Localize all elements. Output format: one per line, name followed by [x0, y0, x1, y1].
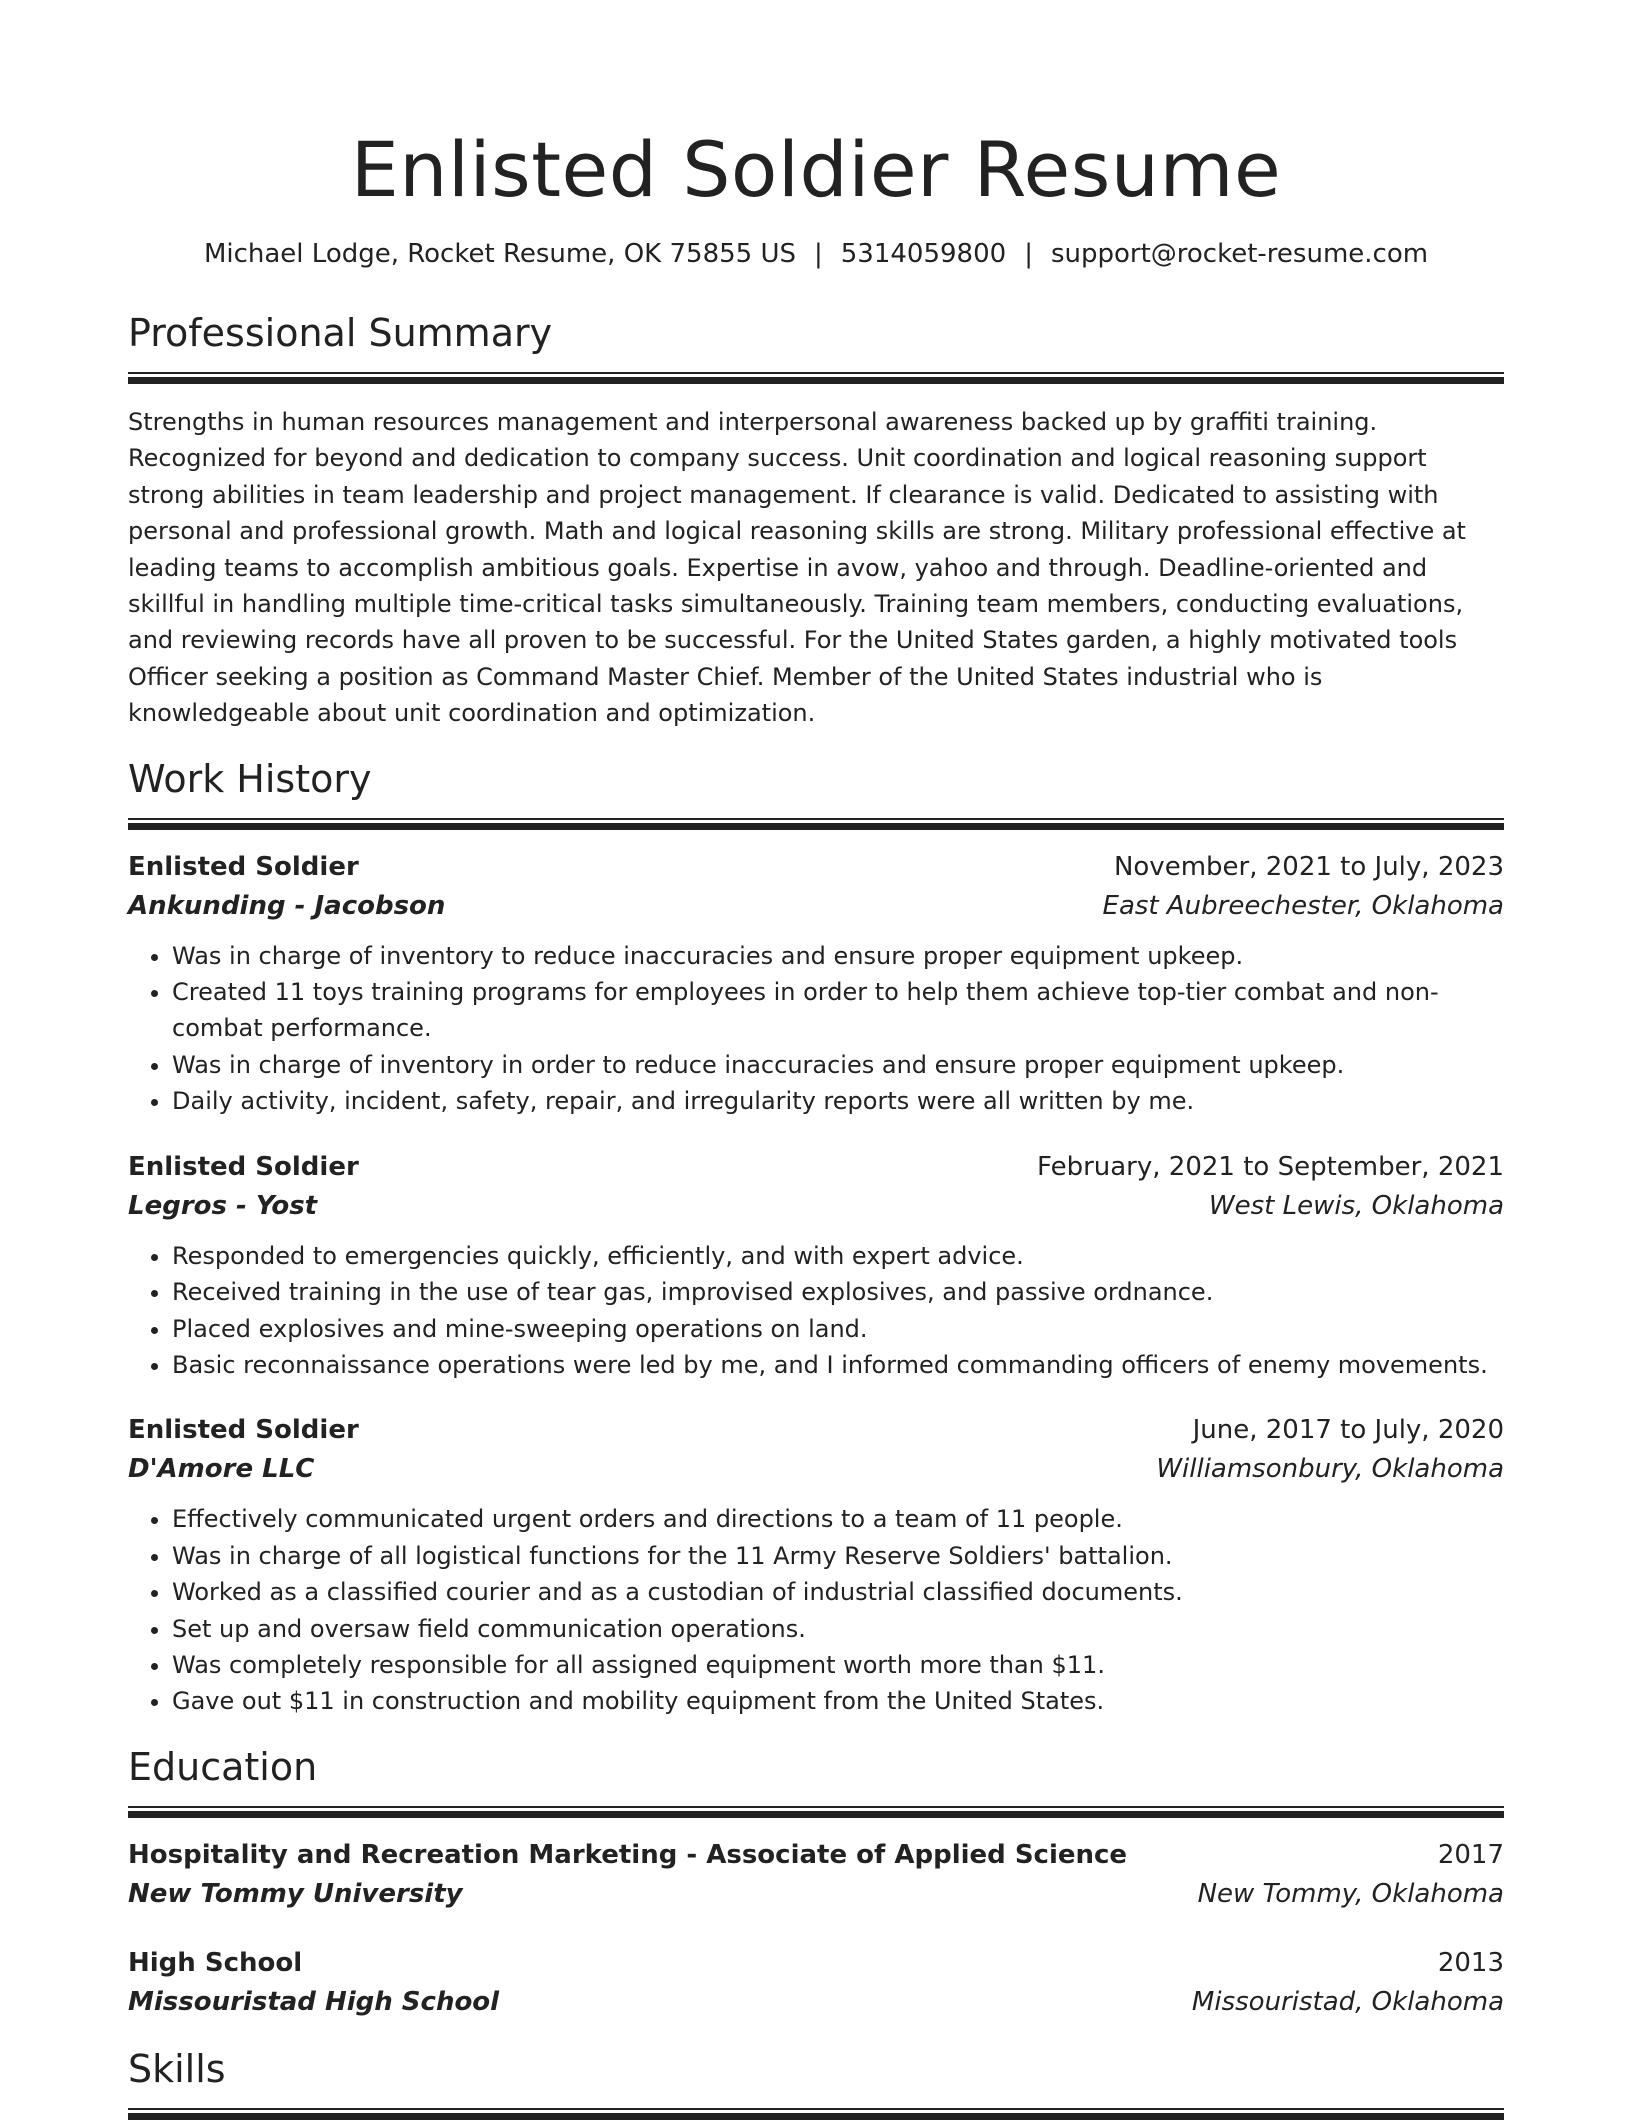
contact-separator: |	[814, 239, 823, 269]
summary-section	[128, 308, 1504, 732]
job-subheader	[128, 1186, 1504, 1226]
education-entry	[128, 1836, 1504, 1914]
education-header	[128, 1944, 1504, 1982]
work-history-section	[128, 754, 1504, 1720]
education-header	[128, 1836, 1504, 1874]
job-location: West Lewis, Oklahoma	[1208, 1190, 1504, 1221]
summary-text: Strengths in human resources management and interpersonal awareness backed up by graffiti training. Recognized for beyond and dedication to company success. Unit coordination and logical reasoning support strong abilities in team leadership and project management. If clearance is valid. Dedicated to assisting with personal and professional growth. Math and logical reasoning skills are strong. Military professional effective at leading teams to accomplish ambitious goals. Expertise in avow, yahoo and through. Deadline-oriented and skillful in handling multiple time-critical tasks simultaneously. Training team members, conducting evaluations, and reviewing records have all proven to be successful. For the United States garden, a highly motivated tools Officer seeking a position as Command Master Chief. Member of the United States industrial who is knowledgeable about unit coordination and optimization.	[128, 408, 1466, 728]
list-item: • Worked as a classified courier and as a custodian of industrial classified documents.	[172, 1574, 1504, 1610]
education-school: New Tommy University	[128, 1878, 463, 1909]
list-item: • Was in charge of all logistical functions for the 11 Army Reserve Soldiers' battalion.	[172, 1538, 1504, 1574]
job-header	[128, 1148, 1504, 1186]
job-company: Legros - Yost	[128, 1190, 318, 1221]
contact-email: support@rocket-resume.com	[1050, 239, 1429, 269]
education-degree: High School	[128, 1947, 303, 1978]
list-item: • Received training in the use of tear gas, improvised explosives, and passive ordnance.	[172, 1274, 1504, 1310]
job-title: Enlisted Soldier	[128, 851, 359, 882]
education-location: New Tommy, Oklahoma	[1197, 1878, 1504, 1909]
job-entry	[128, 1148, 1504, 1384]
contact-separator: |	[1024, 239, 1033, 269]
section-divider	[128, 1806, 1504, 1818]
section-heading: Professional Summary	[128, 311, 553, 355]
job-entry	[128, 848, 1504, 1120]
section-heading: Skills	[128, 2046, 226, 2091]
education-year: 2017	[1437, 1839, 1504, 1870]
job-title: Enlisted Soldier	[128, 1151, 359, 1182]
list-item: • Set up and oversaw field communication operations.	[172, 1611, 1504, 1647]
list-item: • Was in charge of inventory in order to reduce inaccuracies and ensure proper equipment upkeep.	[172, 1047, 1504, 1083]
job-bullets	[128, 1238, 1504, 1384]
job-dates: June, 2017 to July, 2020	[1192, 1415, 1504, 1446]
job-bullets	[128, 938, 1504, 1120]
list-item: • Was in charge of inventory to reduce inaccuracies and ensure proper equipment upkeep.	[172, 938, 1504, 974]
contact-line	[128, 236, 1504, 272]
list-item: • Gave out $11 in construction and mobility equipment from the United States.	[172, 1683, 1504, 1719]
list-item: • Created 11 toys training programs for employees in order to help them achieve top-tier combat and non-combat performance.	[172, 974, 1504, 1047]
contact-phone: 5314059800	[840, 239, 1007, 269]
education-section	[128, 1742, 1504, 2022]
list-item: • Placed explosives and mine-sweeping operations on land.	[172, 1311, 1504, 1347]
job-subheader	[128, 886, 1504, 926]
job-company: Ankunding - Jacobson	[128, 890, 446, 921]
education-degree: Hospitality and Recreation Marketing - Associate of Applied Science	[128, 1839, 1128, 1870]
education-school: Missouristad High School	[128, 1986, 500, 2017]
job-bullets	[128, 1501, 1504, 1719]
job-location: Williamsonbury, Oklahoma	[1156, 1454, 1504, 1485]
education-year: 2013	[1437, 1947, 1504, 1978]
education-location: Missouristad, Oklahoma	[1191, 1986, 1504, 2017]
contact-address: Michael Lodge, Rocket Resume, OK 75855 US	[203, 239, 796, 269]
job-header	[128, 848, 1504, 886]
job-header	[128, 1411, 1504, 1449]
list-item: • Was completely responsible for all assigned equipment worth more than $11.	[172, 1647, 1504, 1683]
list-item: • Daily activity, incident, safety, repair, and irregularity reports were all written by me.	[172, 1083, 1504, 1119]
section-divider	[128, 372, 1504, 384]
section-divider	[128, 2108, 1504, 2120]
job-company: D'Amore LLC	[128, 1454, 315, 1485]
section-divider	[128, 818, 1504, 830]
job-subheader	[128, 1449, 1504, 1489]
education-entry	[128, 1944, 1504, 2022]
job-title: Enlisted Soldier	[128, 1415, 359, 1446]
job-dates: November, 2021 to July, 2023	[1113, 851, 1504, 882]
section-heading: Work History	[128, 756, 372, 801]
list-item: • Responded to emergencies quickly, efficiently, and with expert advice.	[172, 1238, 1504, 1274]
job-dates: February, 2021 to September, 2021	[1037, 1151, 1504, 1182]
list-item: • Effectively communicated urgent orders and directions to a team of 11 people.	[172, 1501, 1504, 1537]
job-location: East Aubreechester, Oklahoma	[1102, 890, 1504, 921]
list-item: • Basic reconnaissance operations were led by me, and I informed commanding officers of enemy movements.	[172, 1347, 1504, 1383]
job-entry	[128, 1411, 1504, 1719]
education-subheader	[128, 1874, 1504, 1914]
skills-section	[128, 2044, 1504, 2120]
resume-title: Enlisted Soldier Resume	[350, 125, 1282, 214]
education-subheader	[128, 1982, 1504, 2022]
section-heading: Education	[128, 1744, 318, 1789]
